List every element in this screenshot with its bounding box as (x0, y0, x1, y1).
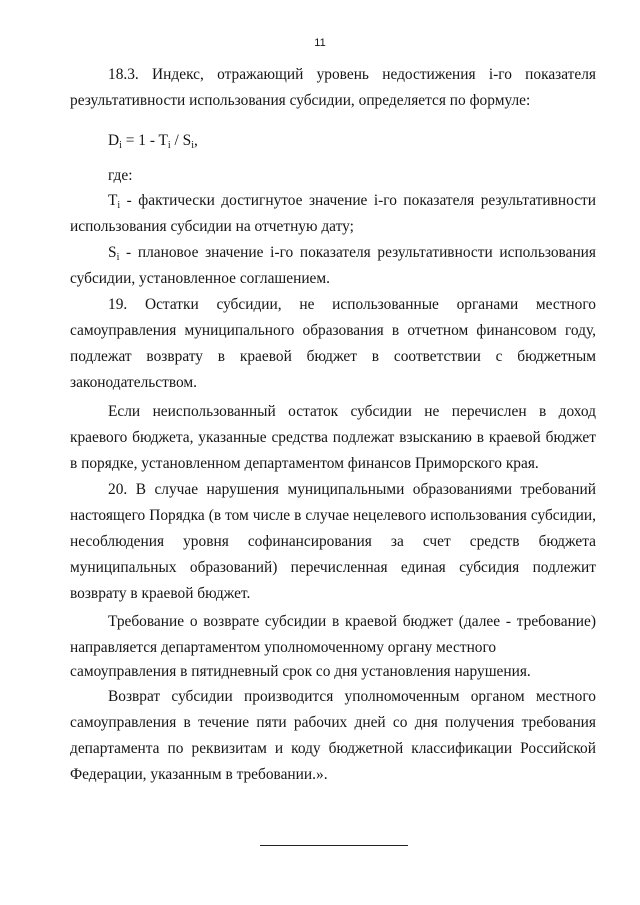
paragraph-20-line-4: муниципальных образований) перечисленная единая субсидия подлежит (70, 559, 596, 576)
paragraph-19-line-4: законодательством. (70, 374, 198, 391)
paragraph-20b-line-3: самоуправления в пятидневный срок со дня установления нарушения. (70, 663, 531, 680)
definition-t-line-2: использования субсидии на отчетную дату; (70, 218, 354, 235)
formula-d: D (108, 132, 120, 149)
formula-sub-1: i (119, 140, 122, 151)
definition-s-line-2: субсидии, установленное соглашением. (70, 270, 330, 287)
formula (108, 132, 634, 150)
paragraph-20-line-3: несоблюдения уровня софинансирования за счет средств бюджета (70, 533, 596, 550)
definition-t-text: - фактически достигнутое значение i-го показателя результативности (120, 192, 596, 209)
paragraph-20-line-2: настоящего Порядка (в том числе в случае нецелевого использования субсидии, (70, 507, 596, 524)
page-number: 11 (314, 37, 326, 49)
paragraph-20c-line-1: Возврат субсидии производится уполномоченным органом местного (108, 688, 596, 705)
formula-tail: , (194, 132, 198, 149)
paragraph-19-line-2: самоуправления муниципального образования в отчетном финансовом году, (70, 322, 596, 339)
formula-eq: = 1 - T (121, 132, 168, 149)
paragraph-20b-line-1: Требование о возврате субсидии в краевой бюджет (далее - требование) (108, 613, 596, 630)
paragraph-18-3-line-1: 18.3. Индекс, отражающий уровень недостижения i-го показателя (108, 66, 596, 83)
paragraph-20b-line-2: направляется департаментом уполномоченному органу местного (70, 639, 497, 656)
definition-s-sub: i (116, 252, 120, 263)
paragraph-20-line-5: возврату в краевой бюджет. (70, 585, 251, 602)
paragraph-19b-line-2: краевого бюджета, указанные средства подлежат взысканию в краевой бюджет (70, 429, 596, 446)
paragraph-20-line-1: 20. В случае нарушения муниципальными образованиями требований (108, 481, 596, 498)
paragraph-20c-line-4: Федерации, указанным в требовании.». (70, 766, 328, 783)
closing-rule (260, 845, 408, 846)
paragraph-18-3-line-2: результативности использования субсидии, определяется по формуле: (70, 92, 531, 109)
formula-sub-3: i (191, 140, 195, 151)
definition-s-text: - плановое значение i-го показателя результативности использования (119, 244, 596, 261)
formula-sub-2: i (167, 140, 171, 151)
definition-s-symbol: S (108, 244, 117, 261)
definition-t-symbol: T (108, 192, 118, 209)
paragraph-20c-line-3: департамента по реквизитам и коду бюджетной классификации Российской (70, 740, 596, 757)
paragraph-19b-line-3: в порядке, установленном департаментом финансов Приморского края. (70, 455, 539, 472)
paragraph-19-line-1: 19. Остатки субсидии, не использованные органами местного (108, 296, 596, 313)
where-label: где: (108, 167, 133, 184)
paragraph-19-line-3: подлежат возврату в краевой бюджет в соответствии с бюджетным (70, 348, 596, 365)
definition-s-line-1 (108, 244, 596, 262)
formula-slash: / S (170, 132, 192, 149)
definition-t-line-1 (108, 192, 596, 210)
paragraph-20c-line-2: самоуправления в течение пяти рабочих дней со дня получения требования (70, 714, 596, 731)
paragraph-19b-line-1: Если неиспользованный остаток субсидии не перечислен в доход (108, 403, 596, 420)
definition-t-sub: i (117, 200, 121, 211)
